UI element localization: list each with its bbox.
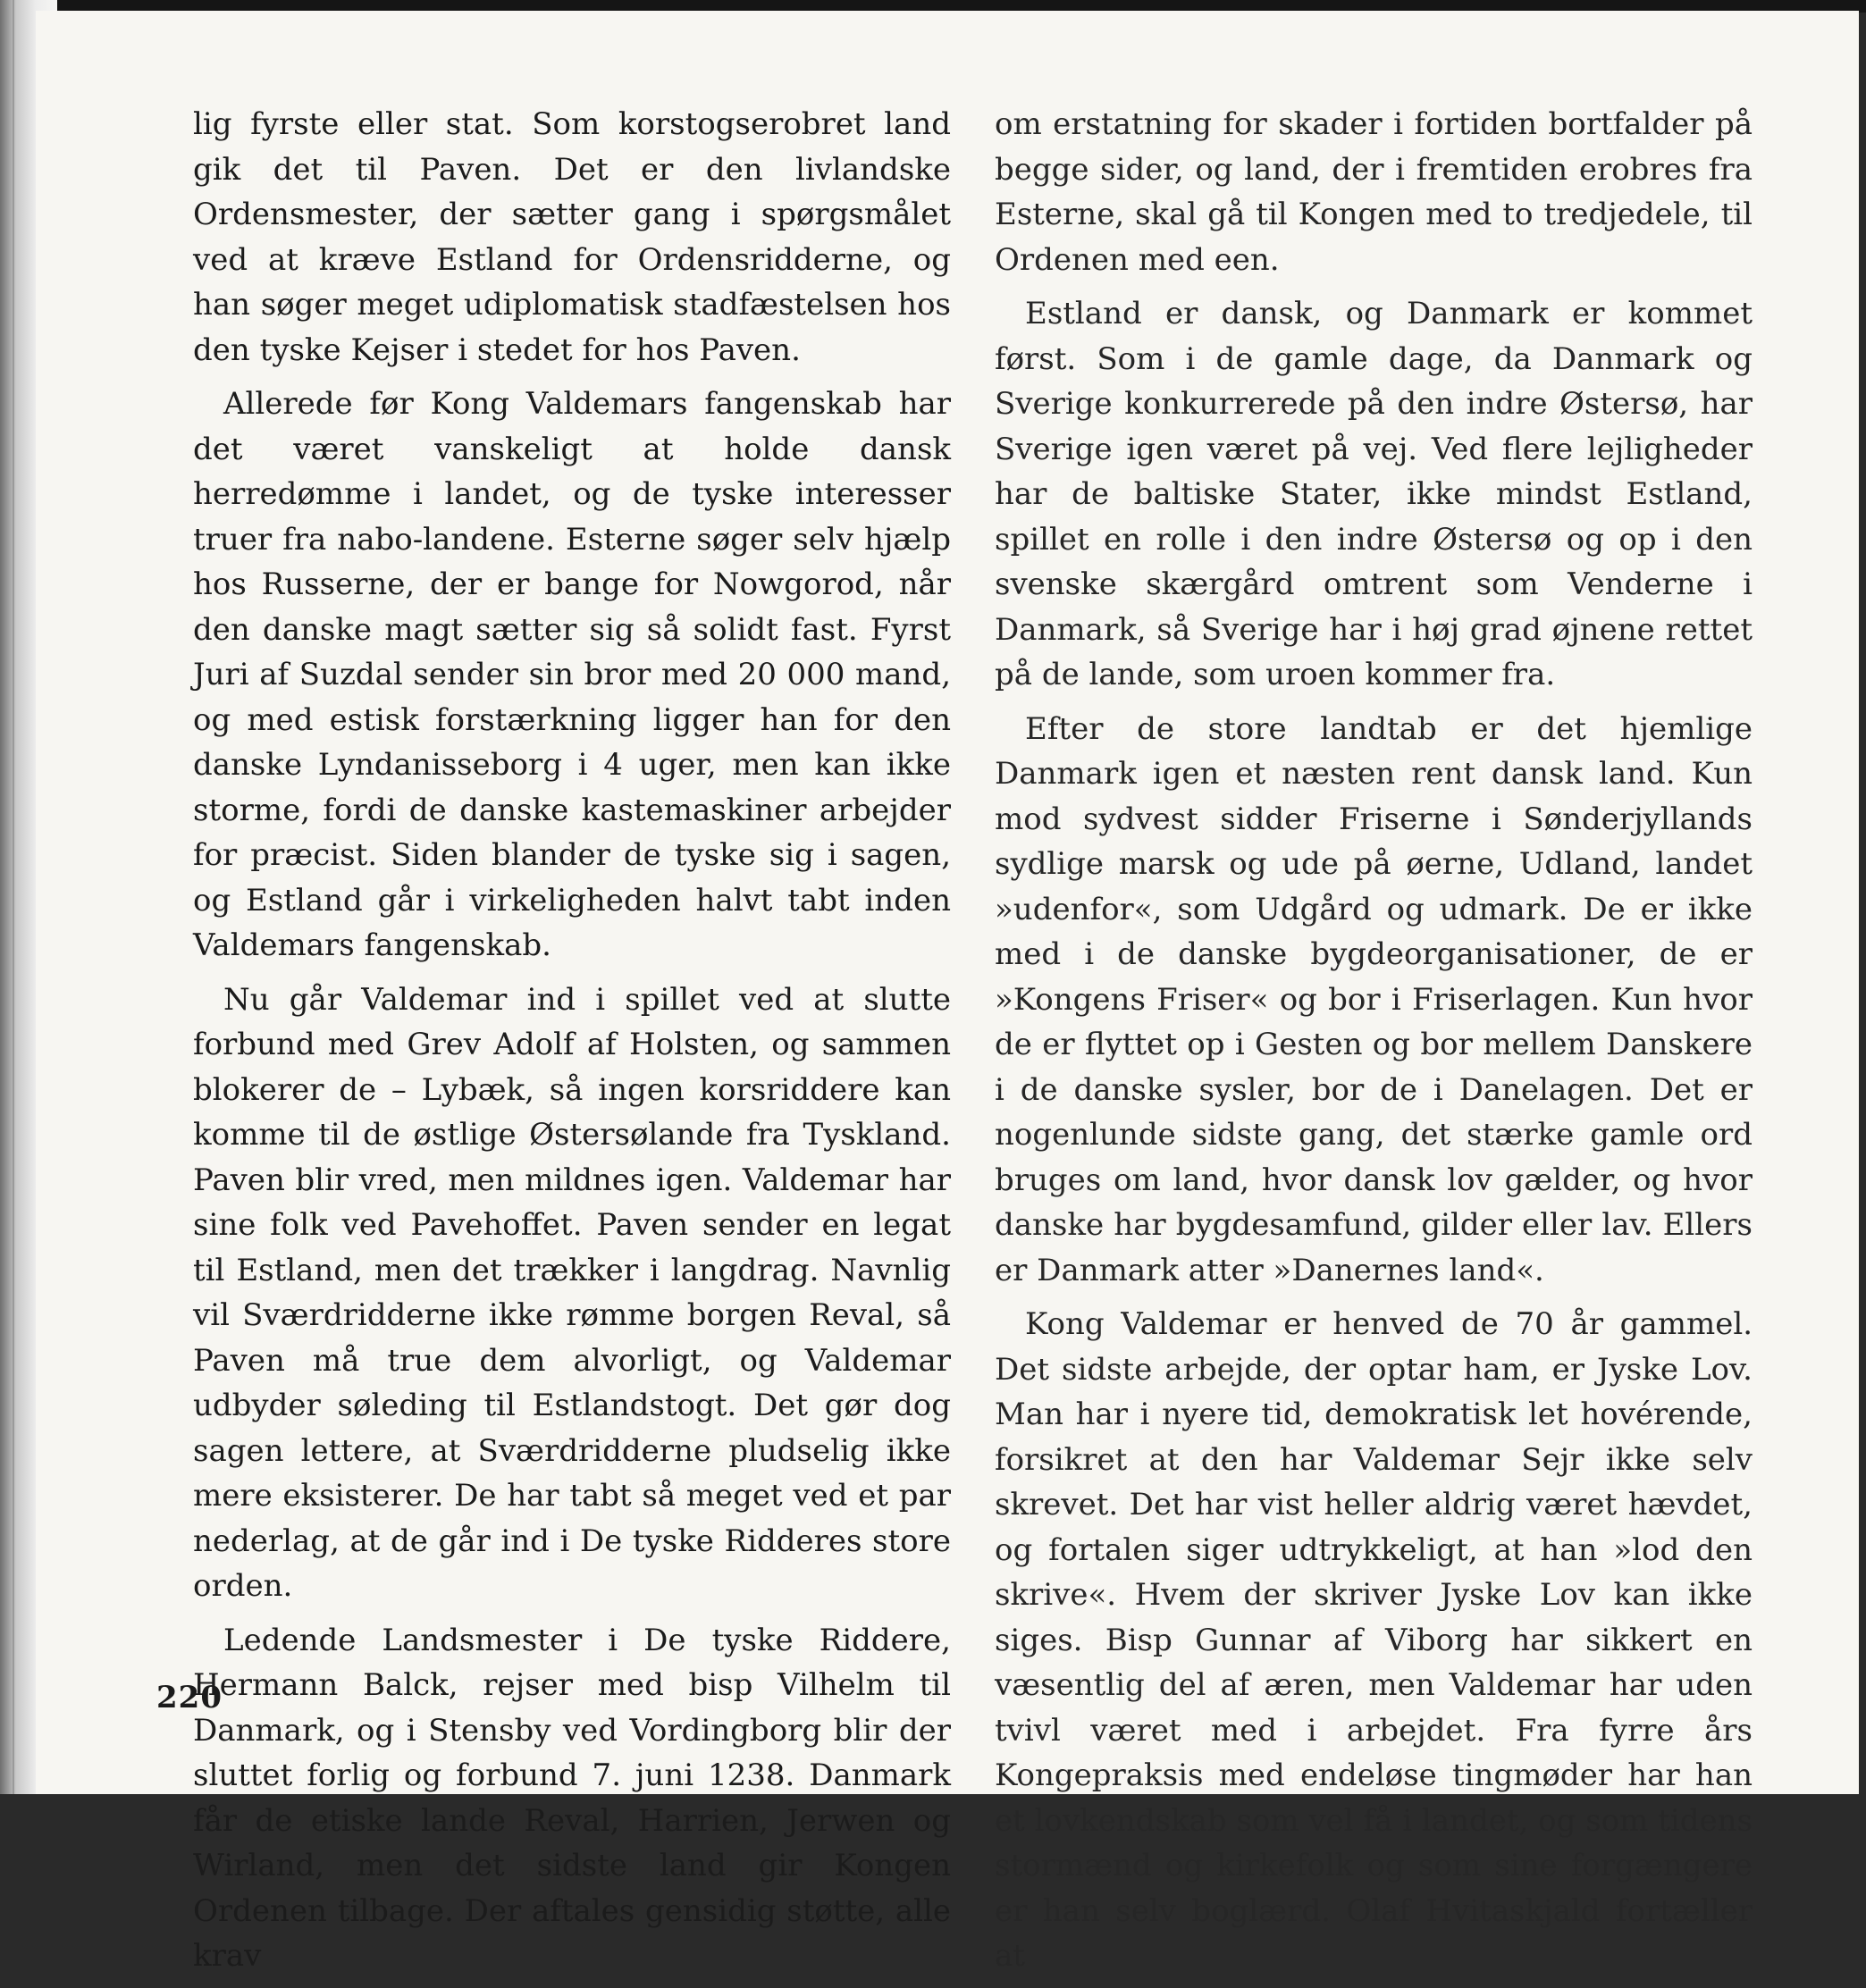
right-column [995, 102, 1753, 1988]
paragraph: Nu går Valdemar ind i spillet ved at slutte forbund med Grev Adolf af Holsten, og sammen blokerer de – Lybæk, så ingen korsriddere kan komme til de østlige Østersølande fra Tyskland. Paven blir vred, men mildnes igen. Valdemar har sine folk ved Pavehoffet. Paven sender en legat til Estland, men det trækker i langdrag. Navnlig vil Sværdridderne ikke rømme borgen Reval, så Paven må true dem alvorligt, og Valdemar udbyder søleding til Estlandstogt. Det gør dog sagen lettere, at Sværdridderne pludselig ikke mere eksisterer. De har tabt så meget ved et par nederlag, at de går ind i De tyske Ridderes store orden. [193, 981, 951, 1604]
paragraph: lig fyrste eller stat. Som korstogserobret land gik det til Paven. Det er den livlandske Ordensmester, der sætter gang i spørgsmålet ved at kræve Estland for Ordensridderne, og han søger meget udiplomatisk stadfæstelsen hos den tyske Kejser i stedet for hos Paven. [193, 106, 951, 368]
paragraph: Allerede før Kong Valdemars fangenskab har det været vanskeligt at holde dansk herredømme i landet, og de tyske interesser truer fra nabo-landene. Esterne søger selv hjælp hos Russerne, der er bange for Nowgorod, når den danske magt sætter sig så solidt fast. Fyrst Juri af Suzdal sender sin bror med 20 000 mand, og med estisk forstærkning ligger han for den danske Lyndanisseborg i 4 uger, men kan ikke storme, fordi de danske kastemaskiner arbejder for præcist. Siden blander de tyske sig i sagen, og Estland går i virkeligheden halvt tabt inden Valdemars fangenskab. [193, 386, 951, 963]
paragraph: Estland er dansk, og Danmark er kommet først. Som i de gamle dage, da Danmark og Sverige konkurrerede på den indre Østersø, har Sverige igen været på vej. Ved flere lejligheder har de baltiske Stater, ikke mindst Estland, spillet en rolle i den indre Østersø og op i den svenske skærgård omtrent som Venderne i Danmark, så Sverige har i høj grad øjnene rettet på de lande, som uroen kommer fra. [995, 296, 1753, 692]
page-number: 220 [156, 1680, 223, 1715]
paragraph: Kong Valdemar er henved de 70 år gammel. Det sidste arbejde, der optar ham, er Jyske Lov. Man har i nyere tid, demokratisk let hovérende, forsikret at den har Valdemar Sejr ikke selv skrevet. Det har vist heller aldrig været hævdet, og fortalen siger udtrykkeligt, at han »lod den skrive«. Hvem der skriver Jyske Lov kan ikke siges. Bisp Gunnar af Viborg har sikkert en væsentlig del af æren, men Valdemar har uden tvivl været med i arbejdet. Fra fyrre års Kongepraksis med endeløse tingmøder har han et lovkendskab som vel få i landet, og som tidens stormænd og kirkefolk og som sine forgængere er han selv boglærd. Olaf Hvitaskjald fortæller at [995, 1306, 1753, 1974]
paragraph: om erstatning for skader i fortiden bortfalder på begge sider, og land, der i fremtiden erobres fra Esterne, skal gå til Kongen med to tredjedele, til Ordenen med een. [995, 106, 1753, 278]
book-page [36, 11, 1859, 1974]
paragraph: Efter de store landtab er det hjemlige Danmark igen et næsten rent dansk land. Kun mod sydvest sidder Friserne i Sønderjyllands sydlige marsk og ude på øerne, Udland, landet »udenfor«, som Udgård og udmark. De er ikke med i de danske bygdeorganisationer, de er »Kongens Friser« og bor i Friserlagen. Kun hvor de er flyttet op i Gesten og bor mellem Danskere i de danske sysler, bor de i Danelagen. Det er nogenlunde sidste gang, det stærke gamle ord bruges om land, hvor dansk lov gælder, og hvor danske har bygdesamfund, gilder eller lav. Ellers er Danmark atter »Danernes land«. [995, 710, 1753, 1288]
left-column [193, 102, 951, 1988]
paragraph: Ledende Landsmester i De tyske Riddere, Hermann Balck, rejser med bisp Vilhelm til Danmark, og i Stensby ved Vordingborg blir der sluttet forlig og forbund 7. juni 1238. Danmark får de etiske lande Reval, Harrien, Jerwen og Wirland, men det sidste land gir Kongen Ordenen tilbage. Der aftales gensidig støtte, alle krav [193, 1622, 951, 1974]
